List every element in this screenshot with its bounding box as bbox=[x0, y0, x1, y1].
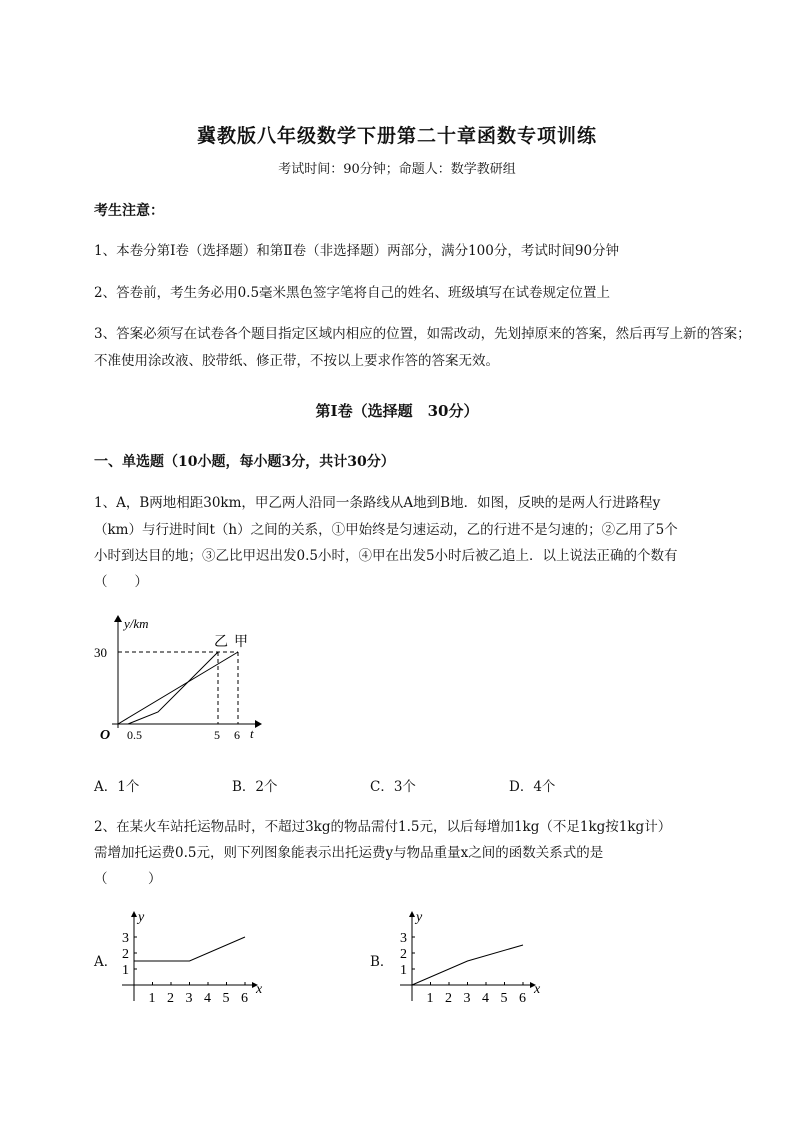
q2-option-a-chart[interactable] bbox=[112, 905, 272, 1010]
question-type-heading: 一、单选题（10小题，每小题3分，共计30分） bbox=[94, 454, 395, 470]
opt-b-y-axis-label: y bbox=[416, 910, 423, 925]
x-axis-arrow bbox=[255, 720, 262, 728]
series-line-jia bbox=[118, 652, 238, 724]
notice-item-1: 1、本卷分第I卷（选择题）和第Ⅱ卷（非选择题）两部分，满分100分，考试时间90分钟 bbox=[94, 243, 620, 259]
q1-line-2: （km）与行进时间t（h）之间的关系，①甲始终是匀速运动，乙的行进不是匀速的；②乙用了5个 bbox=[94, 522, 678, 538]
opt-a-y-tick-2: 2 bbox=[122, 947, 129, 962]
opt-a-x-tick-5: 5 bbox=[222, 991, 230, 1006]
series-label-jia: 甲 bbox=[234, 635, 248, 650]
opt-a-y-axis-label: y bbox=[138, 910, 145, 925]
opt-b-x-tick-2: 2 bbox=[445, 991, 452, 1006]
section-title: 第I卷（选择题 30分） bbox=[315, 402, 479, 420]
x-tick-5: 5 bbox=[214, 728, 220, 742]
opt-a-x-axis-label: x bbox=[256, 982, 263, 997]
opt-b-x-tick-6: 6 bbox=[519, 991, 526, 1006]
opt-a-x-tick-1: 1 bbox=[148, 991, 156, 1006]
opt-a-x-tick-4: 4 bbox=[204, 991, 211, 1006]
q2-line-2: 需增加托运费0.5元，则下列图象能表示出托运费y与物品重量x之间的函数关系式的是 bbox=[94, 845, 604, 861]
opt-a-x-tick-6: 6 bbox=[241, 991, 248, 1006]
page-title: 冀教版八年级数学下册第二十章函数专项训练 bbox=[196, 125, 597, 147]
y-axis-label: y/km bbox=[124, 616, 149, 631]
opt-a-y-axis-arrow bbox=[131, 911, 137, 917]
notice-heading: 考生注意： bbox=[94, 203, 164, 219]
y-axis-arrow bbox=[114, 615, 122, 622]
q1-option-b[interactable]: B．2个 bbox=[232, 779, 278, 795]
x-axis-label: t bbox=[250, 726, 254, 741]
q2-line-3: （ ） bbox=[94, 871, 162, 887]
q1-line-4: （ ） bbox=[94, 574, 148, 590]
notice-item-2: 2、答卷前，考生务必用0.5毫米黑色签字笔将自己的姓名、班级填写在试卷规定位置上 bbox=[94, 285, 611, 301]
q1-chart bbox=[90, 610, 280, 750]
x-tick-0.5: 0.5 bbox=[127, 728, 142, 742]
q1-option-d[interactable]: D．4个 bbox=[509, 779, 556, 795]
opt-b-series-line bbox=[412, 945, 523, 985]
opt-b-y-tick-1: 1 bbox=[400, 963, 407, 978]
x-tick-6: 6 bbox=[234, 728, 240, 742]
q1-option-c[interactable]: C．3个 bbox=[370, 779, 416, 795]
series-line-yi bbox=[128, 652, 218, 724]
opt-a-series-line bbox=[134, 937, 245, 961]
q1-option-a[interactable]: A．1个 bbox=[94, 779, 140, 795]
opt-b-x-tick-1: 1 bbox=[426, 991, 434, 1006]
y-tick-30: 30 bbox=[94, 645, 107, 660]
q1-line-3: 小时到达目的地；③乙比甲迟出发0.5小时，④甲在出发5小时后被乙追上．以上说法正确的个数有 bbox=[94, 548, 678, 564]
series-label-yi: 乙 bbox=[214, 635, 228, 650]
opt-a-y-tick-1: 1 bbox=[122, 963, 129, 978]
opt-b-x-tick-3: 3 bbox=[463, 991, 471, 1006]
opt-b-y-tick-3: 3 bbox=[400, 931, 407, 946]
opt-b-x-tick-4: 4 bbox=[482, 991, 489, 1006]
q1-line-1: 1、A，B两地相距30km，甲乙两人沿同一条路线从A地到B地．如图，反映的是两人行进路程y bbox=[94, 495, 661, 511]
opt-a-x-tick-2: 2 bbox=[167, 991, 174, 1006]
notice-item-3: 3、答案必须写在试卷各个题目指定区域内相应的位置，如需改动，先划掉原来的答案，然后再写上新的答案；不准使用涂改液、胶带纸、修正带，不按以上要求作答的答案无效。 bbox=[94, 326, 751, 369]
q2-option-a-label[interactable]: A． bbox=[94, 954, 118, 970]
opt-b-y-axis-arrow bbox=[409, 911, 415, 917]
opt-a-x-tick-3: 3 bbox=[185, 991, 193, 1006]
q2-option-b-label[interactable]: B． bbox=[370, 954, 394, 970]
origin-label: O bbox=[100, 728, 111, 743]
exam-info: 考试时间：90分钟；命题人：数学教研组 bbox=[278, 162, 516, 177]
q2-line-1: 2、在某火车站托运物品时，不超过3kg的物品需付1.5元，以后每增加1kg（不足1kg按1kg计） bbox=[94, 819, 672, 835]
opt-b-y-tick-2: 2 bbox=[400, 947, 407, 962]
q2-option-b-chart[interactable] bbox=[390, 905, 550, 1010]
opt-a-y-tick-3: 3 bbox=[122, 931, 129, 946]
opt-b-x-tick-5: 5 bbox=[500, 991, 508, 1006]
opt-b-x-axis-label: x bbox=[534, 982, 541, 997]
